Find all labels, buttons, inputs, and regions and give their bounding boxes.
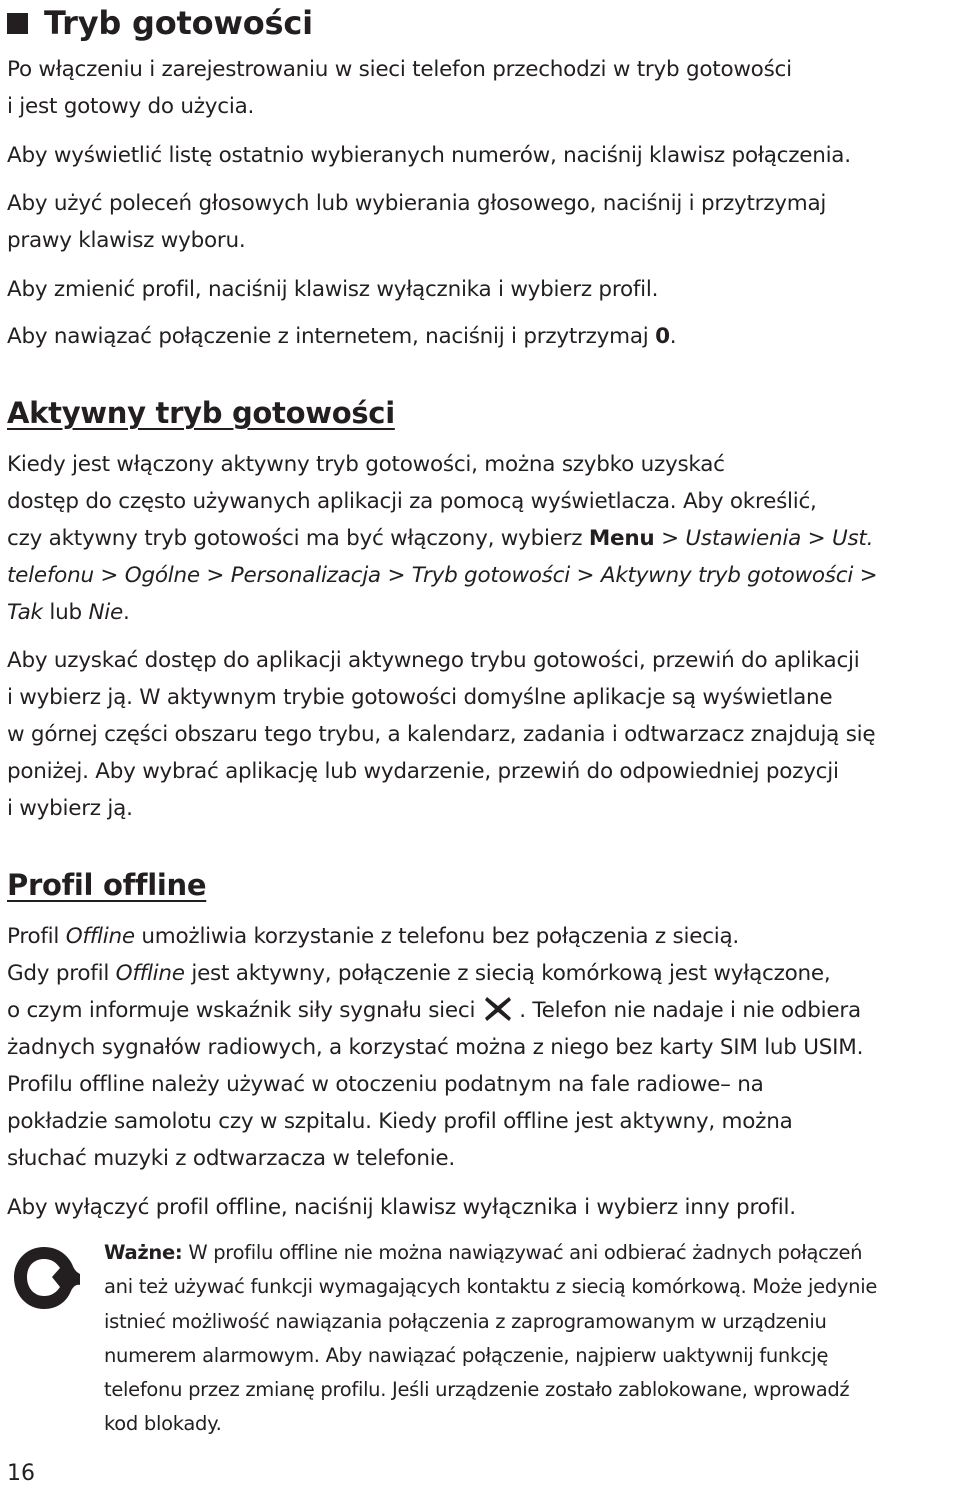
text-line: Aby uzyskać dostęp do aplikacji aktywnego trybu gotowości, przewiń do aplikacji	[7, 648, 860, 673]
menu-path-phone-settings-cont: telefonu	[7, 563, 94, 588]
text-run: czy aktywny tryb gotowości ma być włączony, wybierz	[7, 526, 589, 551]
text-run: lub	[42, 600, 89, 625]
path-separator: >	[801, 526, 832, 551]
text-line: słuchać muzyki z odtwarzacza w telefonie.	[7, 1146, 455, 1171]
text-line: numerem alarmowym. Aby nawiązać połączenie, najpierw uaktywnij funkcję	[104, 1343, 829, 1367]
text-line: i wybierz ją.	[7, 796, 133, 821]
option-no: Nie	[88, 600, 123, 625]
profile-name-offline: Offline	[115, 961, 185, 986]
text-line: Po włączeniu i zarejestrowaniu w sieci telefon przechodzi w tryb gotowości	[7, 57, 792, 82]
intro-paragraph-5	[7, 318, 676, 355]
text-line	[7, 520, 877, 557]
text-line: dostęp do często używanych aplikacji za pomocą wyświetlacza. Aby określić,	[7, 489, 817, 514]
text-line: istnieć możliwość nawiązania połączenia z zaprogramowanym w urządzeniu	[104, 1309, 827, 1333]
menu-path-personalization: Personalizacja	[230, 563, 381, 588]
menu-path-active-standby: Aktywny tryb gotowości	[600, 563, 854, 588]
text-line: Aby użyć poleceń głosowych lub wybierania głosowego, naciśnij i przytrzymaj	[7, 191, 827, 216]
text-run: .	[669, 324, 677, 349]
text-line: kod blokady.	[104, 1412, 222, 1436]
text-line: pokładzie samolotu czy w szpitalu. Kiedy profil offline jest aktywny, można	[7, 1109, 793, 1134]
text-line	[7, 318, 676, 355]
menu-path-phone-settings: Ust.	[831, 526, 874, 551]
menu-path-settings: Ustawienia	[685, 526, 802, 551]
profile-name-offline: Offline	[65, 924, 135, 949]
section-heading-offline: Profil offline	[7, 868, 207, 902]
text-run: o czym informuje wskaźnik siły sygnału sieci	[7, 998, 476, 1023]
text-line	[7, 955, 863, 992]
intro-paragraph-1	[7, 51, 792, 125]
offline-paragraph-2	[7, 955, 863, 1177]
page-title	[7, 2, 313, 44]
path-separator: >	[93, 563, 125, 588]
text-line	[7, 557, 877, 594]
page-number: 16	[7, 1461, 35, 1486]
intro-paragraph-3	[7, 185, 826, 259]
text-run: W profilu offline nie można nawiązywać ani odbierać żadnych połączeń	[182, 1241, 863, 1264]
offline-paragraph-1	[7, 918, 739, 955]
text-line: Profilu offline należy używać w otoczeniu podatnym na fale radiowe– na	[7, 1072, 764, 1097]
option-yes: Tak	[7, 600, 43, 625]
text-run: . Telefon nie nadaje i nie odbiera	[519, 998, 861, 1023]
text-line	[7, 918, 739, 955]
text-line: i jest gotowy do użycia.	[7, 94, 255, 119]
text-line: prawy klawisz wyboru.	[7, 228, 246, 253]
text-line: Aby wyświetlić listę ostatnio wybieranych numerów, naciśnij klawisz połączenia.	[7, 143, 851, 168]
active-standby-paragraph-2	[7, 642, 875, 827]
text-run: .	[122, 600, 130, 625]
intro-paragraph-4	[7, 271, 658, 308]
path-separator: >	[199, 563, 231, 588]
menu-path-standby-mode: Tryb gotowości	[411, 563, 570, 588]
offline-paragraph-3	[7, 1189, 796, 1226]
note-label: Ważne:	[104, 1241, 183, 1264]
active-standby-paragraph-1	[7, 446, 877, 631]
text-line	[104, 1236, 877, 1270]
text-line: Kiedy jest włączony aktywny tryb gotowości, można szybko uzyskać	[7, 452, 725, 477]
path-separator: >	[654, 526, 686, 551]
page-title-text: Tryb gotowości	[44, 4, 313, 42]
text-line: poniżej. Aby wybrać aplikację lub wydarzenie, przewiń do odpowiedniej pozycji	[7, 759, 839, 784]
text-line: telefonu przez zmianę profilu. Jeśli urządzenie zostało zablokowane, wprowadź	[104, 1378, 850, 1402]
text-line: w górnej części obszaru tego trybu, a kalendarz, zadania i odtwarzacz znajdują się	[7, 722, 876, 747]
text-line	[7, 594, 877, 631]
path-separator: >	[569, 563, 601, 588]
text-run: umożliwia korzystanie z telefonu bez połączenia z siecią.	[134, 924, 739, 949]
path-separator: >	[853, 563, 878, 588]
text-run: Aby nawiązać połączenie z internetem, naciśnij i przytrzymaj	[7, 324, 656, 349]
section-heading-active-standby: Aktywny tryb gotowości	[7, 396, 395, 430]
important-note	[104, 1236, 877, 1442]
path-separator: >	[380, 563, 412, 588]
signal-off-icon	[483, 994, 513, 1024]
text-line: Aby wyłączyć profil offline, naciśnij klawisz wyłącznika i wybierz inny profil.	[7, 1195, 796, 1220]
text-run: Gdy profil	[7, 961, 116, 986]
intro-paragraph-2	[7, 137, 851, 174]
menu-path-menu: Menu	[588, 526, 655, 551]
menu-path-general: Ogólne	[124, 563, 200, 588]
text-run: Profil	[7, 924, 66, 949]
text-run: jest aktywny, połączenie z siecią komórkową jest wyłączone,	[184, 961, 831, 986]
title-square-bullet	[7, 13, 28, 34]
key-zero: 0	[655, 324, 670, 349]
text-line: Aby zmienić profil, naciśnij klawisz wyłącznika i wybierz profil.	[7, 277, 659, 302]
text-line: i wybierz ją. W aktywnym trybie gotowości domyślne aplikacje są wyświetlane	[7, 685, 833, 710]
text-line: ani też używać funkcji wymagających kontaktu z siecią komórkową. Może jedynie	[104, 1275, 878, 1299]
text-line: żadnych sygnałów radiowych, a korzystać można z niego bez karty SIM lub USIM.	[7, 1035, 864, 1060]
text-line	[7, 992, 863, 1029]
warning-icon	[7, 1240, 83, 1316]
